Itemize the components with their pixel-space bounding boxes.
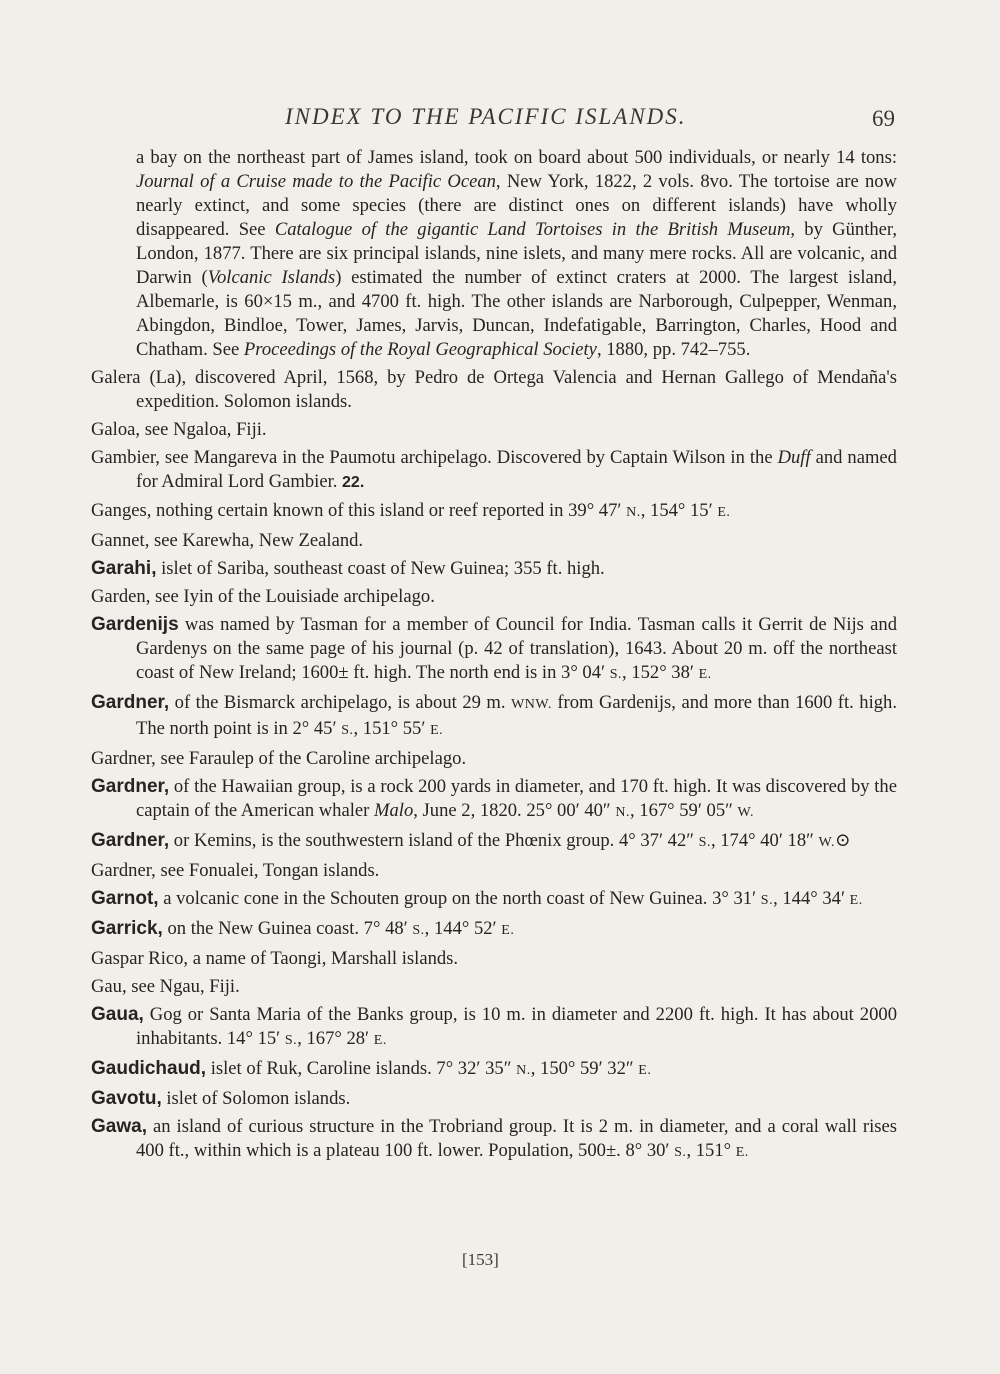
index-entry bbox=[91, 747, 897, 771]
index-entry bbox=[91, 499, 897, 525]
index-entry bbox=[91, 887, 897, 913]
entry-text: Garden, see Iyin of the Louisiade archipelago. bbox=[91, 586, 435, 607]
entry-text: or Kemins, is the southwestern island of the Phœnix group. 4° 37′ 42″ bbox=[169, 830, 699, 851]
compass-direction: S. bbox=[760, 893, 774, 908]
compass-direction: S. bbox=[698, 835, 711, 850]
index-entry bbox=[91, 1057, 897, 1083]
entry-text: an island of curious structure in the Trobriand group. It is 2 m. in diameter, and a coral wall rises 400 ft., within which is a plateau 100 ft. lower. Population, 500±. 8° 30′ bbox=[136, 1116, 897, 1161]
compass-direction: W. bbox=[737, 805, 754, 820]
entry-headword: Gawa, bbox=[91, 1116, 147, 1137]
entry-text: , 167° 59′ 05″ bbox=[629, 800, 738, 821]
entry-title-italic: Catalogue of the gigantic Land Tortoises in the British Museum bbox=[274, 219, 791, 240]
entry-headword: Garnot, bbox=[91, 888, 159, 909]
entry-headword: Gavotu, bbox=[91, 1088, 162, 1109]
entry-text: and named for Admiral Lord Gambier. bbox=[136, 447, 897, 492]
entry-headword: Gaudichaud, bbox=[91, 1058, 207, 1079]
entry-headword: Gardenijs bbox=[91, 614, 179, 635]
entry-text: a volcanic cone in the Schouten group on the north coast of New Guinea. 3° 31′ bbox=[158, 888, 761, 909]
entry-text: on the New Guinea coast. 7° 48′ bbox=[162, 918, 413, 939]
entry-text: islet of Solomon islands. bbox=[161, 1088, 351, 1109]
entry-text: was named by Tasman for a member of Council for India. Tasman calls it Gerrit de Nijs and Gardenys on the same page of his journal (p. 42 of translation), 1643. About 20 m. off the northeast coast of New Ireland; 1600± ft. high. The north end is in 3° 04′ bbox=[136, 614, 897, 683]
entry-text: Galera (La), discovered April, 1568, by Pedro de Ortega Valencia and Hernan Gallego of Mendaña's expedition. Solomon islands. bbox=[91, 367, 897, 412]
compass-direction: N. bbox=[615, 805, 630, 820]
index-entry bbox=[91, 366, 897, 414]
index-entry bbox=[91, 1087, 897, 1111]
index-entry bbox=[91, 529, 897, 553]
entry-text: , 152° 38′ bbox=[622, 662, 699, 683]
compass-direction: N. bbox=[626, 505, 641, 520]
reference-number: 22. bbox=[342, 474, 365, 491]
compass-direction: S. bbox=[412, 923, 425, 938]
entry-text: islet of Ruk, Caroline islands. 7° 32′ 35″ bbox=[206, 1058, 517, 1079]
compass-direction: E. bbox=[638, 1063, 652, 1078]
index-entry bbox=[91, 917, 897, 943]
entry-headword: Gardner, bbox=[91, 776, 170, 797]
entry-title-italic: Malo bbox=[374, 800, 414, 821]
entry-text: , New York, 1822, 2 vols. 8vo. The tortoise are now nearly extinct, and some species (there are distinct ones on different islands) have wholly disappeared. See bbox=[136, 171, 897, 240]
compass-direction: E. bbox=[698, 667, 712, 682]
compass-direction: W. bbox=[818, 835, 835, 850]
entry-text: Gog or Santa Maria of the Banks group, is 10 m. in diameter and 2200 ft. high. It has about 2000 inhabitants. 14° 15′ bbox=[136, 1004, 897, 1049]
compass-direction: E. bbox=[717, 505, 731, 520]
entry-text: islet of Sariba, southeast coast of New Guinea; 355 ft. high. bbox=[156, 558, 605, 579]
continued-entry-text bbox=[91, 146, 897, 362]
running-head: INDEX TO THE PACIFIC ISLANDS. bbox=[285, 104, 687, 129]
entry-text: Galoa, see Ngaloa, Fiji. bbox=[91, 419, 267, 440]
compass-direction: E. bbox=[735, 1145, 749, 1160]
entry-title-italic: Duff bbox=[777, 447, 811, 468]
index-entry bbox=[91, 975, 897, 999]
entry-title-italic: Proceedings of the Royal Geographical Society bbox=[243, 339, 597, 360]
index-entry bbox=[91, 557, 897, 581]
entry-text: ) estimated the number of extinct craters at 2000. The largest island, Albemarle, is 60×15 m., and 4700 ft. high. The other islands are Narborough, Culpepper, Wenman, Abingdon, Bindloe, Tower, James, Jarvis, Duncan, Indefatigable, Barrington, Charles, Hood and Chatham. See bbox=[136, 267, 897, 360]
compass-direction: N. bbox=[516, 1063, 531, 1078]
entry-headword: Gardner, bbox=[91, 830, 170, 851]
entry-text: Gaspar Rico, a name of Taongi, Marshall islands. bbox=[91, 948, 459, 969]
entry-text: of the Hawaiian group, is a rock 200 yards in diameter, and 170 ft. high. It was discovered by the captain of the American whaler bbox=[136, 776, 897, 821]
page-number: 69 bbox=[872, 106, 895, 131]
compass-direction: E. bbox=[430, 723, 444, 738]
index-entry bbox=[91, 947, 897, 971]
entry-text: , 1880, pp. 742–755. bbox=[596, 339, 751, 360]
entry-text: a bay on the northeast part of James island, took on board about 500 individuals, or nearly 14 tons: bbox=[136, 147, 897, 168]
entry-text: , 167° 28′ bbox=[297, 1028, 374, 1049]
compass-direction: S. bbox=[674, 1145, 687, 1160]
entry-text: , 150° 59′ 32″ bbox=[530, 1058, 639, 1079]
index-entry bbox=[91, 613, 897, 687]
compass-direction: S. bbox=[284, 1033, 298, 1048]
entry-text: Gardner, see Faraulep of the Caroline archipelago. bbox=[91, 748, 467, 769]
entry-text: , 151° 55′ bbox=[353, 718, 431, 739]
index-entry bbox=[91, 1115, 897, 1165]
entry-title-italic: Volcanic Islands bbox=[207, 267, 336, 288]
index-entry bbox=[91, 418, 897, 442]
index-entry bbox=[91, 1003, 897, 1053]
index-entry bbox=[91, 585, 897, 609]
entry-text: , 144° 52′ bbox=[424, 918, 502, 939]
compass-direction: E. bbox=[501, 923, 515, 938]
index-entry bbox=[91, 691, 897, 743]
index-entry bbox=[91, 446, 897, 495]
signature-mark: [153] bbox=[462, 1250, 499, 1269]
entry-text: Gau, see Ngau, Fiji. bbox=[91, 976, 240, 997]
entry-headword: Gardner, bbox=[91, 692, 170, 713]
index-entry bbox=[91, 859, 897, 883]
compass-direction: S. bbox=[609, 667, 623, 682]
entry-title-italic: Journal of a Cruise made to the Pacific Ocean bbox=[136, 171, 496, 192]
entry-text: , June 2, 1820. 25° 00′ 40″ bbox=[413, 800, 616, 821]
compass-direction: E. bbox=[849, 893, 863, 908]
index-entry bbox=[91, 775, 897, 825]
entry-text: Gannet, see Karewha, New Zealand. bbox=[91, 530, 364, 551]
index-entry bbox=[91, 829, 897, 855]
index-entries bbox=[91, 146, 897, 1169]
entry-text: Gardner, see Fonualei, Tongan islands. bbox=[91, 860, 380, 881]
compass-direction: E. bbox=[373, 1033, 387, 1048]
compass-direction: WNW. bbox=[511, 697, 552, 712]
entry-headword: Garrick, bbox=[91, 918, 163, 939]
entry-text: from Gardenijs, and more than 1600 ft. high. The north point is in 2° 45′ bbox=[136, 692, 897, 739]
compass-direction: S. bbox=[341, 723, 354, 738]
entry-text: , 154° 15′ bbox=[640, 500, 718, 521]
entry-text: , 144° 34′ bbox=[773, 888, 850, 909]
entry-text: of the Bismarck archipelago, is about 29 m. bbox=[169, 692, 512, 713]
entry-headword: Garahi, bbox=[91, 558, 157, 579]
entry-text: , by Günther, London, 1877. There are six principal islands, nine islets, and many mere rocks. All are volcanic, and Darwin ( bbox=[136, 219, 898, 288]
entry-text: Gambier, see Mangareva in the Paumotu archipelago. Discovered by Captain Wilson in the bbox=[91, 447, 778, 468]
entry-text: , 151° bbox=[686, 1140, 736, 1161]
entry-text: Ganges, nothing certain known of this island or reef reported in 39° 47′ bbox=[91, 500, 627, 521]
entry-text: ⊙ bbox=[834, 830, 851, 851]
entry-headword: Gaua, bbox=[91, 1004, 144, 1025]
entry-text: , 174° 40′ 18″ bbox=[710, 830, 819, 851]
